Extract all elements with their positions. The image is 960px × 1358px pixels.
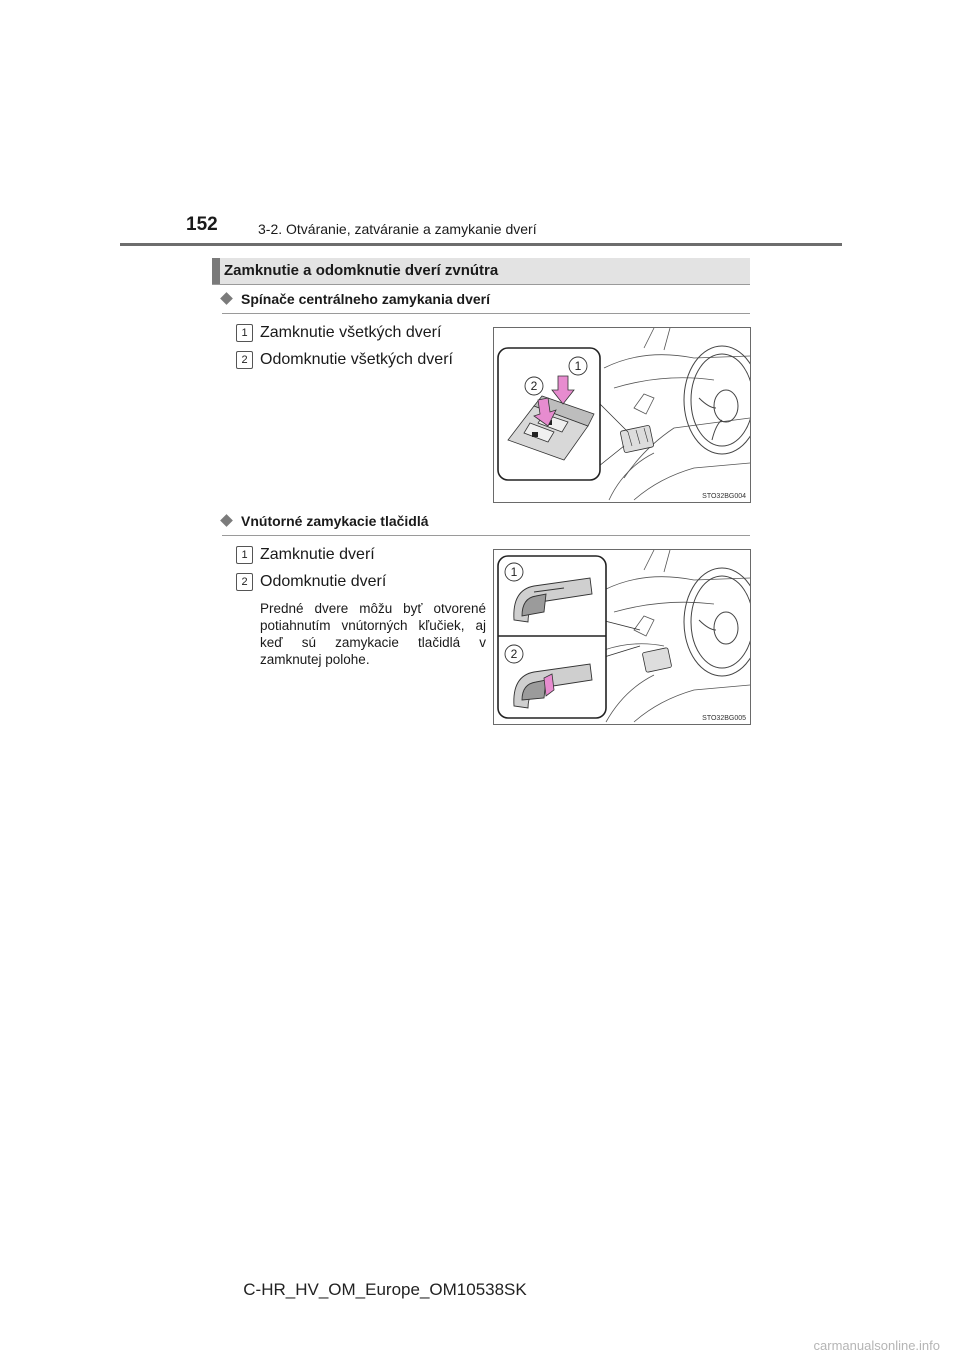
step-number-badge: 2	[236, 351, 253, 369]
svg-text:1: 1	[510, 565, 518, 579]
footer-text: C-HR_HV_OM_Europe_OM10538SK	[243, 1280, 527, 1299]
section-title: 3-2. Otváranie, zatváranie a zamykanie dverí	[258, 221, 537, 237]
topic-title-bar	[212, 258, 750, 285]
step-text: Odomknutie všetkých dverí	[260, 351, 453, 368]
topic-title: Zamknutie a odomknutie dverí zvnútra	[224, 262, 499, 279]
watermark: carmanualsonline.info	[813, 1338, 940, 1353]
step-text: Odomknutie dverí	[260, 573, 387, 590]
page-number: 152	[186, 214, 218, 235]
figure-door-lock-switch	[493, 327, 751, 503]
header-divider	[120, 243, 842, 246]
figure-code: STO32BG005	[702, 715, 746, 722]
step-number-badge: 1	[236, 546, 253, 564]
svg-text:2: 2	[510, 647, 518, 661]
diamond-bullet-icon	[220, 514, 233, 527]
figure-code: STO32BG004	[702, 493, 746, 500]
note-text: Predné dvere môžu byť otvorené potiahnutím vnútorných kľučiek, aj keď sú zamykacie tlačidlá v zamknutej polohe.	[260, 601, 486, 667]
section-divider	[222, 535, 750, 536]
door-lock-switch-illustration	[494, 328, 750, 502]
section-heading-inside-lock-buttons	[222, 513, 429, 529]
step-number-badge: 2	[236, 573, 253, 591]
svg-text:2: 2	[530, 379, 538, 393]
diamond-bullet-icon	[220, 292, 233, 305]
section-heading-text: Vnútorné zamykacie tlačidlá	[241, 513, 429, 529]
inside-lock-button-illustration	[494, 550, 750, 724]
step-text: Zamknutie dverí	[260, 546, 375, 563]
footer	[0, 1280, 960, 1300]
section-heading-central-locking	[222, 291, 490, 307]
section-divider	[222, 313, 750, 314]
step-number-badge: 1	[236, 324, 253, 342]
step-text: Zamknutie všetkých dverí	[260, 324, 442, 341]
section-heading-text: Spínače centrálneho zamykania dverí	[241, 291, 490, 307]
svg-text:1: 1	[574, 359, 582, 373]
title-accent	[212, 258, 220, 284]
figure-inside-lock-button	[493, 549, 751, 725]
